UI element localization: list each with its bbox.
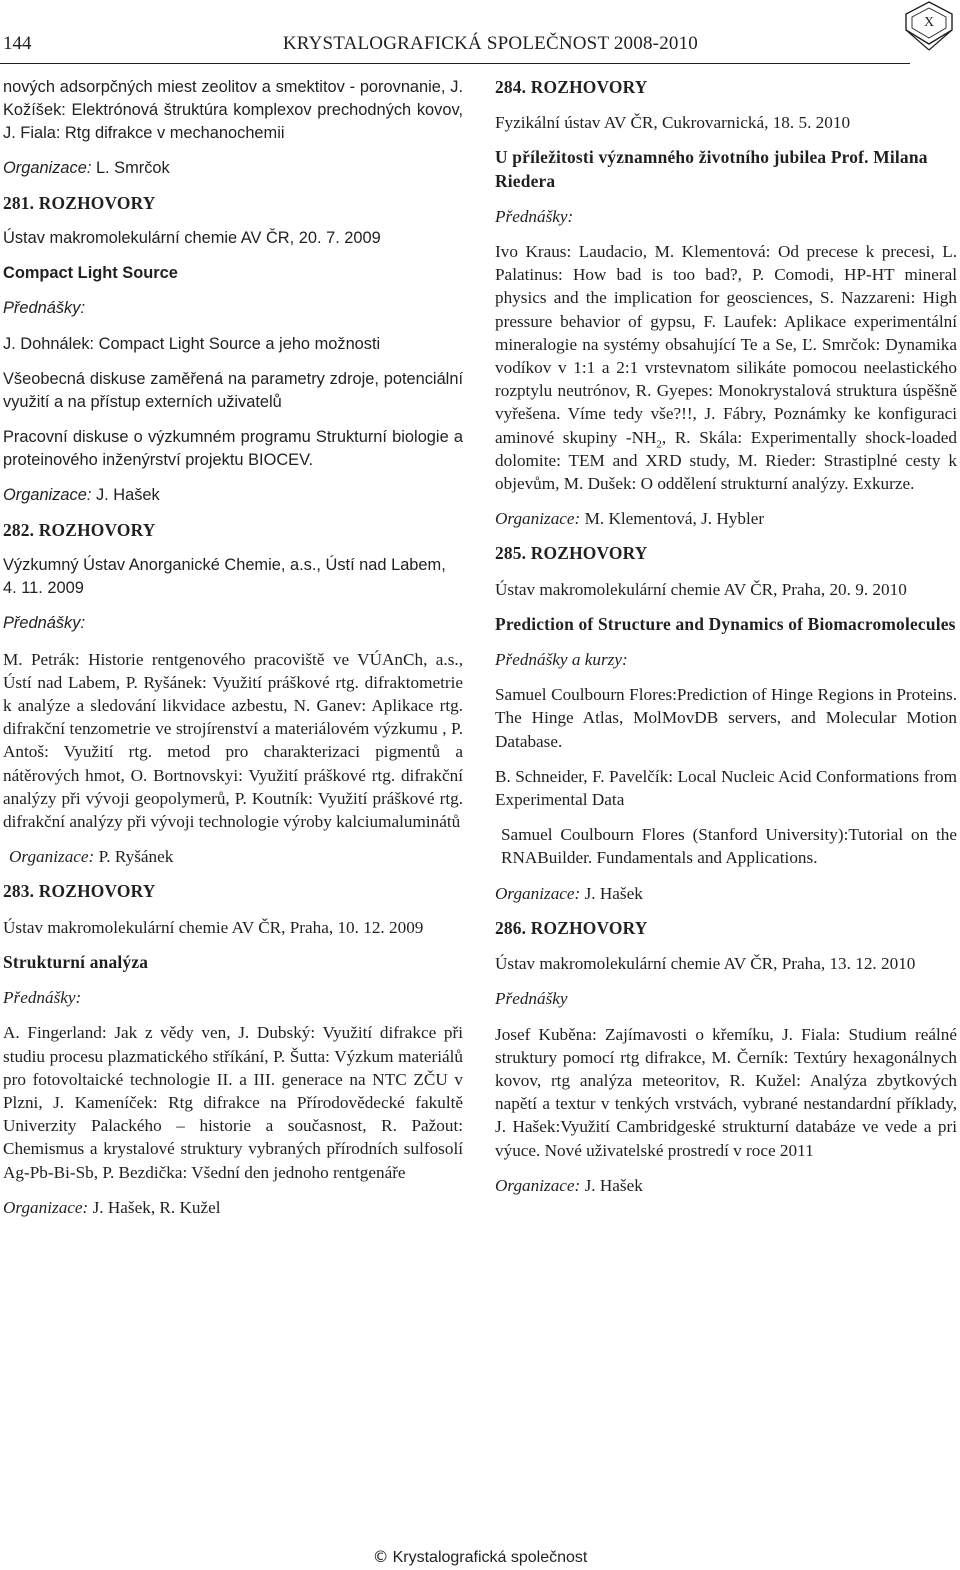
organizer-281: Organizace: J. Hašek [3,485,160,504]
page-number: 144 [3,33,32,54]
section-place-282: Výzkumný Ústav Anorganické Chemie, a.s., Ústí nad Labem, 4. 11. 2009 [3,556,446,598]
lectures-label-286: Přednášky [495,989,568,1009]
lecture-285-a: Samuel Coulbourn Flores:Prediction of Hinge Regions in Proteins. The Hinge Atlas, MolMovDB servers, and Molecular Motion Database. [495,685,957,751]
section-title-286: 286. ROZHOVORY [495,917,648,938]
lectures-label-282: Přednášky: [3,614,85,633]
left-column [3,76,463,1219]
lectures-label-285: Přednášky a kurzy: [495,650,628,670]
organizer-284: Organizace: M. Klementová, J. Hybler [495,509,765,529]
section-title-284: 284. ROZHOVORY [495,77,648,97]
lecture-285-b: B. Schneider, F. Pavelčík: Local Nucleic Acid Conformations from Experimental Data [495,766,957,810]
section-title-283: 283. ROZHOVORY [3,881,156,902]
page-footer [0,1547,960,1567]
organizer-286: Organizace: J. Hašek [495,1175,643,1195]
lectures-label-284: Přednášky: [495,206,574,226]
section-place-284: Fyzikální ústav AV ČR, Cukrovarnická, 18. 5. 2010 [495,113,851,133]
section-topic-285: Prediction of Structure and Dynamics of Biomacromolecules [495,613,956,634]
lectures-283: A. Fingerland: Jak z vědy ven, J. Dubský: Využití difrakce při studiu procesu plazmatického stříkání, P. Šutta: Výzkum materiálů pro fotovoltaické technologie II. a III. generace na NTC ZČU v Plzni, J. Kameníček: Rtg difrakce na Přírodovědecké fakultě Univerzity Palackého – historie a současnost, R. Pažout: Chemismus a krystalové struktury vybraných přírodních sulfosolí Ag-Pb-Bi-Sb, P. Bezdička: Všední den jednoho rentgenáře [3,1023,463,1182]
lectures-286: Josef Kuběna: Zajímavosti o křemíku, J. Fiala: Studium reálné struktury pomocí rtg difrakce, M. Černík: Textúry hexagonálnych kovov, rtg analýza meteoritov, R. Kužel: Analýza zbytkových napětí a textur v tenkých vrstvách, vybrané nestandardní příklady, J. Hašek:Využití Cambridgeské strukturní databáze ve vede a pri výuce. Nové uživatelské prostredí v roce 2011 [495,1024,957,1160]
section-place-285: Ústav makromolekulární chemie AV ČR, Praha, 20. 9. 2010 [495,579,907,599]
section-topic-284: U příležitosti významného životního jubilea Prof. Milana Riedera [495,147,928,191]
header-rule [0,63,910,64]
section-place-286: Ústav makromolekulární chemie AV ČR, Praha, 13. 12. 2010 [495,954,916,974]
lecture-285-c: Samuel Coulbourn Flores (Stanford University):Tutorial on the RNABuilder. Fundamentals and Applications. [501,825,957,868]
section-topic-281: Compact Light Source [3,264,178,283]
section-title-282: 282. ROZHOVORY [3,519,156,540]
lectures-label-281: Přednášky: [3,299,85,318]
organizer-line: Organizace: L. Smrčok [3,158,170,177]
crystal-logo-icon [900,0,958,52]
journal-title: KRYSTALOGRAFICKÁ SPOLEČNOST 2008-2010 [282,33,698,54]
section-title-281: 281. ROZHOVORY [3,192,156,213]
section-title-285: 285. ROZHOVORY [495,543,648,564]
lectures-label-283: Přednášky: [3,988,82,1008]
logo-letter: X [923,15,935,30]
discussion-281-a: Všeobecná diskuse zaměřená na parametry zdroje, potenciální využití a na přístup externích uživatelů [3,369,463,412]
section-place-281: Ústav makromolekulární chemie AV ČR, 20. 7. 2009 [3,229,381,248]
continuation-text: nových adsorpčných miest zeolitov a smektitov - porovnanie, J. Kožíšek: Elektrónová štruktúra komplexov prechodných kovov, J. Fiala: Rtg difrakce v mechanochemii [3,78,463,143]
organizer-283: Organizace: J. Hašek, R. Kužel [3,1197,221,1217]
section-place-283: Ústav makromolekulární chemie AV ČR, Praha, 10. 12. 2009 [3,917,424,937]
section-topic-283: Strukturní analýza [3,951,149,972]
lectures-281: J. Dohnálek: Compact Light Source a jeho možnosti [3,334,381,353]
footer-text: Krystalografická společnost [392,1549,588,1566]
lectures-282: M. Petrák: Historie rentgenového pracoviště ve VÚAnCh, a.s., Ústí nad Labem, P. Ryšánek: Využití práškové rtg. difraktometrie k analýze a sledování likvidace azbestu, N. Ganev: Aplikace rtg. difrakční tenzometrie ve strojírenství a materiálovém výzkumu , P. Antoš: Využití rtg. metod pro charakterizaci pigmentů a nátěrových hmot, O. Bortnovskyi: Využití práškové rtg. difrakční analýzy při vývoji geopolymerů, P. Koutník: Využití práškové rtg. difrakční analýzy při vývoji technologie výroby kalciumaluminátů [3,649,463,832]
lectures-284: Ivo Kraus: Laudacio, M. Klementová: Od precese k precesi, L. Palatinus: How bad is too bad?, P. Comodi, HP-HT mineral physics and the implication for geosciences, S. Nazzareni: High pressure behavior of gypsu, F. Laufek: Aplikace experimentální mineralogie na systémy obsahující Te a Se, Ľ. Smrčok: Dynamika vodíkov v 1:1 a 2:1 vrstevnatom silikáte pomocou neelastického rozptylu neutrónov, R. Gyepes: Monokrystalová struktura úspěšně vyřešena. Víme tedy vše?!!, J. Fábry, Poznámky ke konfiguraci aminové skupiny $-NH_2$, R. Skála: Experimentally shock-loaded dolomite: TEM and XRD study, M. Rieder: Strastiplné cesty k objevům, M. Dušek: O oddělení strukturní analýzy. Exkurze. [495,242,957,494]
organizer-285: Organizace: J. Hašek [495,883,643,903]
organizer-282: Organizace: P. Ryšánek [9,847,174,867]
page-header [0,0,960,66]
discussion-281-b: Pracovní diskuse o výzkumném programu Strukturní biologie a proteinového inženýrství projektu BIOCEV. [3,428,463,470]
copyright-icon: © [372,1547,389,1566]
right-column [495,76,957,1197]
